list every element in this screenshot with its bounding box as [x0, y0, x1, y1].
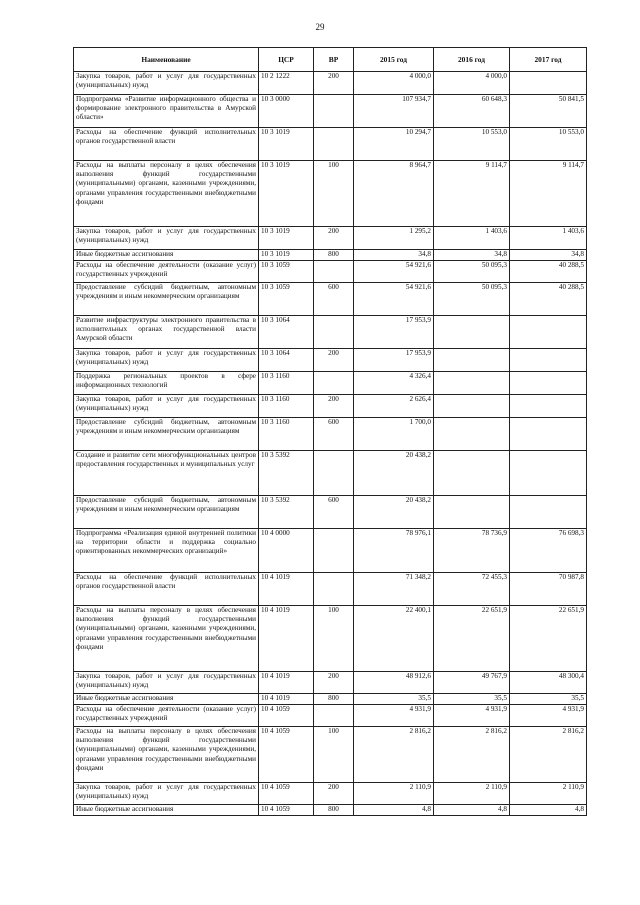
table-body: [74, 72, 587, 816]
table-row: [74, 95, 587, 128]
cell-vr: [314, 529, 354, 573]
cell-name: Подпрограмма «Реализация единой внутренней политики на территории области и поддержка социально ориентированных некоммерческих организаций»: [74, 529, 259, 573]
cell-csr: 10 4 1019: [259, 694, 314, 705]
cell-2017: 40 288,5: [510, 283, 587, 316]
table-row: [74, 250, 587, 261]
table-row: [74, 805, 587, 816]
cell-2017: [510, 418, 587, 451]
cell-2016: [434, 451, 510, 496]
cell-csr: 10 3 5392: [259, 496, 314, 529]
cell-2016: 10 553,0: [434, 128, 510, 161]
header-csr: ЦСР: [259, 48, 314, 72]
cell-csr: 10 4 1059: [259, 783, 314, 805]
cell-csr: 10 4 1059: [259, 727, 314, 783]
table-row: [74, 496, 587, 529]
cell-vr: 600: [314, 418, 354, 451]
cell-csr: 10 4 1019: [259, 573, 314, 606]
cell-csr: 10 3 1064: [259, 316, 314, 349]
cell-vr: [314, 261, 354, 283]
cell-vr: 800: [314, 694, 354, 705]
cell-2016: 50 095,3: [434, 283, 510, 316]
cell-2017: 76 698,3: [510, 529, 587, 573]
table-row: [74, 72, 587, 95]
cell-2015: 22 400,1: [354, 606, 434, 672]
cell-2015: 107 934,7: [354, 95, 434, 128]
header-name: Наименование: [74, 48, 259, 72]
cell-csr: 10 3 1019: [259, 128, 314, 161]
cell-2017: 2 110,9: [510, 783, 587, 805]
cell-vr: [314, 95, 354, 128]
cell-2015: 54 921,6: [354, 261, 434, 283]
table-row: [74, 316, 587, 349]
cell-2016: 9 114,7: [434, 161, 510, 227]
cell-vr: 200: [314, 349, 354, 372]
cell-vr: 800: [314, 250, 354, 261]
cell-vr: [314, 705, 354, 727]
cell-2015: 8 964,7: [354, 161, 434, 227]
cell-2015: 54 921,6: [354, 283, 434, 316]
cell-2015: 17 953,9: [354, 316, 434, 349]
cell-csr: 10 3 1019: [259, 250, 314, 261]
cell-name: Закупка товаров, работ и услуг для государственных (муниципальных) нужд: [74, 72, 259, 95]
cell-2016: [434, 316, 510, 349]
cell-2015: 4 000,0: [354, 72, 434, 95]
cell-vr: [314, 128, 354, 161]
cell-2016: 50 095,3: [434, 261, 510, 283]
cell-name: Расходы на обеспечение функций исполнительных органов государственной власти: [74, 128, 259, 161]
cell-name: Поддержка региональных проектов в сфере информационных технологий: [74, 372, 259, 395]
cell-2017: 9 114,7: [510, 161, 587, 227]
cell-2017: 10 553,0: [510, 128, 587, 161]
cell-2015: 78 976,1: [354, 529, 434, 573]
cell-csr: 10 3 1160: [259, 395, 314, 418]
cell-2016: 2 110,9: [434, 783, 510, 805]
budget-table: [73, 47, 587, 816]
cell-2015: 4 326,4: [354, 372, 434, 395]
cell-name: Закупка товаров, работ и услуг для государственных (муниципальных) нужд: [74, 672, 259, 694]
cell-vr: 800: [314, 805, 354, 816]
cell-vr: [314, 573, 354, 606]
cell-csr: 10 4 0000: [259, 529, 314, 573]
cell-2016: 35,5: [434, 694, 510, 705]
cell-2015: 2 110,9: [354, 783, 434, 805]
cell-2017: 34,8: [510, 250, 587, 261]
table-row: [74, 606, 587, 672]
cell-2015: 10 294,7: [354, 128, 434, 161]
cell-2015: 1 700,0: [354, 418, 434, 451]
cell-2017: [510, 72, 587, 95]
cell-2016: [434, 395, 510, 418]
cell-2017: 4,8: [510, 805, 587, 816]
header-vr: ВР: [314, 48, 354, 72]
cell-name: Расходы на выплаты персоналу в целях обеспечения выполнения функций государственными (муниципальными) органами, казенными учреждениями, органами управления государственными внебюджетными фондами: [74, 161, 259, 227]
cell-vr: 200: [314, 72, 354, 95]
table-row: [74, 451, 587, 496]
table-row: [74, 783, 587, 805]
header-2017: 2017 год: [510, 48, 587, 72]
cell-2016: 4,8: [434, 805, 510, 816]
cell-2017: [510, 496, 587, 529]
cell-2015: 20 438,2: [354, 451, 434, 496]
cell-vr: 200: [314, 227, 354, 250]
cell-vr: 600: [314, 496, 354, 529]
cell-vr: 200: [314, 395, 354, 418]
cell-vr: 600: [314, 283, 354, 316]
cell-2016: [434, 496, 510, 529]
cell-2017: 22 651,9: [510, 606, 587, 672]
cell-2017: 35,5: [510, 694, 587, 705]
cell-2016: 78 736,9: [434, 529, 510, 573]
cell-2015: 17 953,9: [354, 349, 434, 372]
header-2016: 2016 год: [434, 48, 510, 72]
cell-2017: 2 816,2: [510, 727, 587, 783]
cell-csr: 10 3 1019: [259, 161, 314, 227]
cell-2017: 70 987,8: [510, 573, 587, 606]
cell-name: Иные бюджетные ассигнования: [74, 694, 259, 705]
cell-2016: [434, 418, 510, 451]
cell-csr: 10 3 1160: [259, 372, 314, 395]
cell-2016: 72 455,3: [434, 573, 510, 606]
cell-csr: 10 4 1059: [259, 705, 314, 727]
cell-2016: 60 648,3: [434, 95, 510, 128]
cell-name: Закупка товаров, работ и услуг для государственных (муниципальных) нужд: [74, 349, 259, 372]
cell-2016: 22 651,9: [434, 606, 510, 672]
cell-name: Расходы на выплаты персоналу в целях обеспечения выполнения функций государственными (муниципальными) органами, казенными учреждениями, органами управления государственными внебюджетными фондами: [74, 606, 259, 672]
cell-name: Развитие инфраструктуры электронного правительства в исполнительных органах государственной власти Амурской области: [74, 316, 259, 349]
page-number: 29: [315, 22, 325, 32]
cell-name: Создание и развитие сети многофункциональных центров предоставления государственных и муниципальных услуг: [74, 451, 259, 496]
table-row: [74, 694, 587, 705]
cell-2017: 4 931,9: [510, 705, 587, 727]
cell-name: Иные бюджетные ассигнования: [74, 250, 259, 261]
cell-name: Предоставление субсидий бюджетным, автономным учреждениям и иным некоммерческим организациям: [74, 496, 259, 529]
cell-2016: [434, 372, 510, 395]
cell-vr: 100: [314, 606, 354, 672]
cell-name: Предоставление субсидий бюджетным, автономным учреждениям и иным некоммерческим организациям: [74, 283, 259, 316]
cell-2015: 1 295,2: [354, 227, 434, 250]
cell-csr: 10 3 1160: [259, 418, 314, 451]
table-row: [74, 727, 587, 783]
cell-2017: 1 403,6: [510, 227, 587, 250]
cell-vr: 200: [314, 672, 354, 694]
table-row: [74, 161, 587, 227]
table-row: [74, 418, 587, 451]
table-row: [74, 395, 587, 418]
cell-2015: 35,5: [354, 694, 434, 705]
cell-name: Предоставление субсидий бюджетным, автономным учреждениям и иным некоммерческим организациям: [74, 418, 259, 451]
cell-name: Расходы на обеспечение деятельности (оказание услуг) государственных учреждений: [74, 261, 259, 283]
cell-vr: 100: [314, 161, 354, 227]
cell-2016: 1 403,6: [434, 227, 510, 250]
cell-name: Закупка товаров, работ и услуг для государственных (муниципальных) нужд: [74, 783, 259, 805]
cell-csr: 10 3 0000: [259, 95, 314, 128]
table-row: [74, 283, 587, 316]
cell-name: Подпрограмма «Развитие информационного общества и формирование электронного правительства в Амурской области»: [74, 95, 259, 128]
cell-vr: [314, 372, 354, 395]
cell-2016: 4 000,0: [434, 72, 510, 95]
cell-csr: 10 4 1059: [259, 805, 314, 816]
cell-name: Расходы на обеспечение деятельности (оказание услуг) государственных учреждений: [74, 705, 259, 727]
cell-csr: 10 3 5392: [259, 451, 314, 496]
cell-2017: 50 841,5: [510, 95, 587, 128]
cell-2015: 20 438,2: [354, 496, 434, 529]
cell-2016: [434, 349, 510, 372]
cell-vr: [314, 316, 354, 349]
table-row: [74, 529, 587, 573]
table-row: [74, 128, 587, 161]
table-row: [74, 573, 587, 606]
cell-2017: [510, 395, 587, 418]
cell-csr: 10 4 1019: [259, 672, 314, 694]
cell-2016: 49 767,9: [434, 672, 510, 694]
cell-name: Закупка товаров, работ и услуг для государственных (муниципальных) нужд: [74, 395, 259, 418]
cell-2015: 2 816,2: [354, 727, 434, 783]
cell-name: Расходы на обеспечение функций исполнительных органов государственной власти: [74, 573, 259, 606]
table-row: [74, 349, 587, 372]
cell-2016: 2 816,2: [434, 727, 510, 783]
table-row: [74, 372, 587, 395]
cell-csr: 10 4 1019: [259, 606, 314, 672]
cell-2015: 34,8: [354, 250, 434, 261]
cell-name: Закупка товаров, работ и услуг для государственных (муниципальных) нужд: [74, 227, 259, 250]
table-row: [74, 705, 587, 727]
cell-2017: [510, 372, 587, 395]
cell-vr: [314, 451, 354, 496]
cell-name: Расходы на выплаты персоналу в целях обеспечения выполнения функций государственными (муниципальными) органами, казенными учреждениями, органами управления государственными внебюджетными фондами: [74, 727, 259, 783]
cell-2017: 48 300,4: [510, 672, 587, 694]
table-row: [74, 261, 587, 283]
cell-csr: 10 3 1064: [259, 349, 314, 372]
cell-2015: 4,8: [354, 805, 434, 816]
cell-csr: 10 2 1222: [259, 72, 314, 95]
table-row: [74, 672, 587, 694]
header-2015: 2015 год: [354, 48, 434, 72]
cell-2017: [510, 451, 587, 496]
cell-2015: 71 348,2: [354, 573, 434, 606]
cell-vr: 200: [314, 783, 354, 805]
table-row: [74, 227, 587, 250]
cell-csr: 10 3 1059: [259, 283, 314, 316]
cell-2016: 34,8: [434, 250, 510, 261]
cell-2017: 40 288,5: [510, 261, 587, 283]
cell-csr: 10 3 1019: [259, 227, 314, 250]
cell-name: Иные бюджетные ассигнования: [74, 805, 259, 816]
table-header-row: [74, 48, 587, 72]
cell-2016: 4 931,9: [434, 705, 510, 727]
cell-2017: [510, 316, 587, 349]
cell-2017: [510, 349, 587, 372]
cell-vr: 100: [314, 727, 354, 783]
cell-2015: 2 626,4: [354, 395, 434, 418]
cell-csr: 10 3 1059: [259, 261, 314, 283]
cell-2015: 48 912,6: [354, 672, 434, 694]
cell-2015: 4 931,9: [354, 705, 434, 727]
